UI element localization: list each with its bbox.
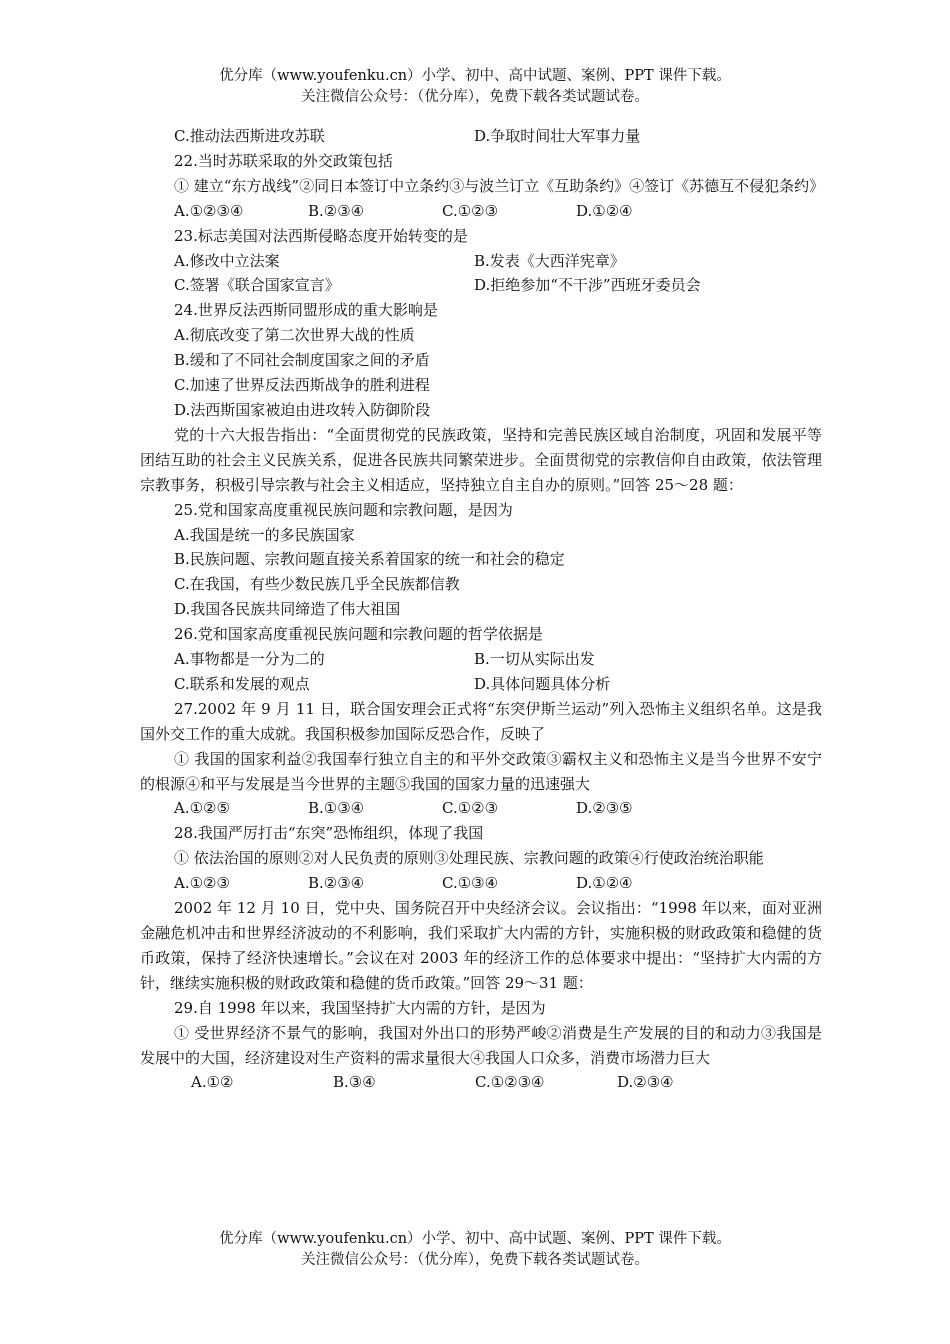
option-b: B.民族问题、宗教问题直接关系着国家的统一和社会的稳定 — [174, 550, 565, 569]
option-a: A.我国是统一的多民族国家 — [174, 525, 355, 544]
question-stem: 22.当时苏联采取的外交政策包括 — [174, 151, 393, 170]
option-d: D.法西斯国家被迫由进攻转入防御阶段 — [174, 400, 431, 419]
option-b: B.②③④ — [308, 201, 365, 220]
question-stem: 29.自 1998 年以来，我国坚持扩大内需的方针，是因为 — [174, 998, 546, 1017]
option-d: D.我国各民族共同缔造了伟大祖国 — [174, 600, 401, 619]
question-stem: 24.世界反法西斯同盟形成的重大影响是 — [174, 301, 438, 320]
option-a: A.事物都是一分为二的 — [174, 650, 325, 669]
option-b: B.一切从实际出发 — [474, 650, 595, 669]
q26-options-ab — [140, 647, 822, 672]
q28-options — [140, 871, 822, 896]
q22-options — [140, 199, 822, 224]
option-c: C.①②③ — [442, 799, 499, 818]
option-a: A.①②③④ — [174, 201, 244, 220]
option-c: C.加速了世界反法西斯战争的胜利进程 — [174, 376, 430, 395]
option-a: A.修改中立法案 — [174, 251, 280, 270]
option-d: D.②③④ — [617, 1073, 674, 1092]
question-statements: ① 建立“东方战线”②同日本签订中立条约③与波兰订立《互助条约》④签订《苏德互不侵犯条约》 — [174, 176, 825, 195]
q23-options-ab — [140, 249, 822, 274]
option-a: A.①②⑤ — [174, 799, 230, 818]
option-c: C.在我国，有些少数民族几乎全民族都信教 — [174, 575, 460, 594]
question-stem: 25.党和国家高度重视民族问题和宗教问题，是因为 — [174, 500, 513, 519]
footer-line-2: 关注微信公众号：（优分库），免费下载各类试题试卷。 — [301, 1252, 649, 1268]
option-c: C.推动法西斯进攻苏联 — [174, 127, 325, 145]
question-statements: ① 我国的国家利益②我国奉行独立自主的和平外交政策③霸权主义和恐怖主义是当今世界不安宁的根源④和平与发展是当今世界的主题⑤我国的国家力量的迅速强大 — [140, 749, 822, 793]
footer-line-1: 优分库（www.youfenku.cn）小学、初中、高中试题、案例、PPT 课件下载。 — [219, 1231, 731, 1247]
q26-options-cd — [140, 672, 822, 697]
question-statements: ① 依法治国的原则②对人民负责的原则③处理民族、宗教问题的政策④行使政治统治职能 — [174, 849, 764, 868]
header-line-1: 优分库（www.youfenku.cn）小学、初中、高中试题、案例、PPT 课件下载。 — [219, 68, 731, 84]
option-d: D.①②④ — [576, 874, 633, 893]
reading-passage: 党的十六大报告指出：“全面贯彻党的民族政策，坚持和完善民族区域自治制度，巩固和发展平等团结互助的社会主义民族关系，促进各民族共同繁荣进步。全面贯彻党的宗教信仰自由政策，依法管理宗教事务，积极引导宗教与社会主义相适应，坚持独立自主自办的原则。”回答 25～28 题： — [140, 425, 822, 494]
option-d: D.①②④ — [576, 201, 633, 220]
option-b: B.①③④ — [308, 799, 365, 818]
question-stem: 26.党和国家高度重视民族问题和宗教问题的哲学依据是 — [174, 625, 543, 644]
header-line-2: 关注微信公众号：（优分库），免费下载各类试题试卷。 — [301, 89, 649, 105]
option-a: A.彻底改变了第二次世界大战的性质 — [174, 326, 415, 345]
option-a: A.①②③ — [174, 874, 230, 893]
q29-options — [140, 1070, 822, 1095]
page-footer — [0, 1229, 950, 1271]
option-b: B.②③④ — [308, 874, 365, 893]
question-stem: 28.我国严厉打击“东突”恐怖组织，体现了我国 — [174, 824, 484, 843]
question-stem: 23.标志美国对法西斯侵略态度开始转变的是 — [174, 226, 468, 245]
document-body — [140, 124, 825, 1095]
option-d: D.具体问题具体分析 — [474, 674, 611, 693]
option-c: C.联系和发展的观点 — [174, 674, 310, 693]
question-stem: 27.2002 年 9 月 11 日，联合国安理会正式将“东突伊斯兰运动”列入恐怖主义组织名单。这是我国外交工作的重大成就。我国积极参加国际反恐合作，反映了 — [140, 699, 822, 743]
question-statements: ① 受世界经济不景气的影响，我国对外出口的形势严峻②消费是生产发展的目的和动力③我国是发展中的大国，经济建设对生产资料的需求量很大④我国人口众多，消费市场潜力巨大 — [140, 1023, 822, 1067]
option-d: D.拒绝参加“不干涉”西班牙委员会 — [474, 276, 701, 295]
option-c: C.①②③④ — [475, 1073, 545, 1092]
option-c: C.①③④ — [442, 874, 499, 893]
option-c: C.①②③ — [442, 201, 499, 220]
reading-passage: 2002 年 12 月 10 日，党中央、国务院召开中央经济会议。会议指出：“1998 年以来，面对亚洲金融危机冲击和世界经济波动的不利影响，我们采取扩大内需的方针，实施积极的财政政策和稳健的货币政策，保持了经济快速增长。”会议在对 2003 年的经济工作的总体要求中提出：“坚持扩大内需的方针，继续实施积极的财政政策和稳健的货币政策。”回答 29～31 题： — [140, 899, 822, 992]
page-header — [0, 66, 950, 108]
option-b: B.发表《大西洋宪章》 — [474, 251, 625, 270]
option-b: B.③④ — [333, 1073, 376, 1092]
q21-options — [140, 124, 822, 149]
option-d: D.②③⑤ — [576, 799, 633, 818]
option-c: C.签署《联合国家宣言》 — [174, 276, 340, 295]
q23-options-cd — [140, 273, 822, 298]
option-a: A.①② — [191, 1073, 234, 1092]
q27-options — [140, 796, 822, 821]
option-d: D.争取时间壮大军事力量 — [474, 127, 641, 145]
option-b: B.缓和了不同社会制度国家之间的矛盾 — [174, 351, 430, 370]
